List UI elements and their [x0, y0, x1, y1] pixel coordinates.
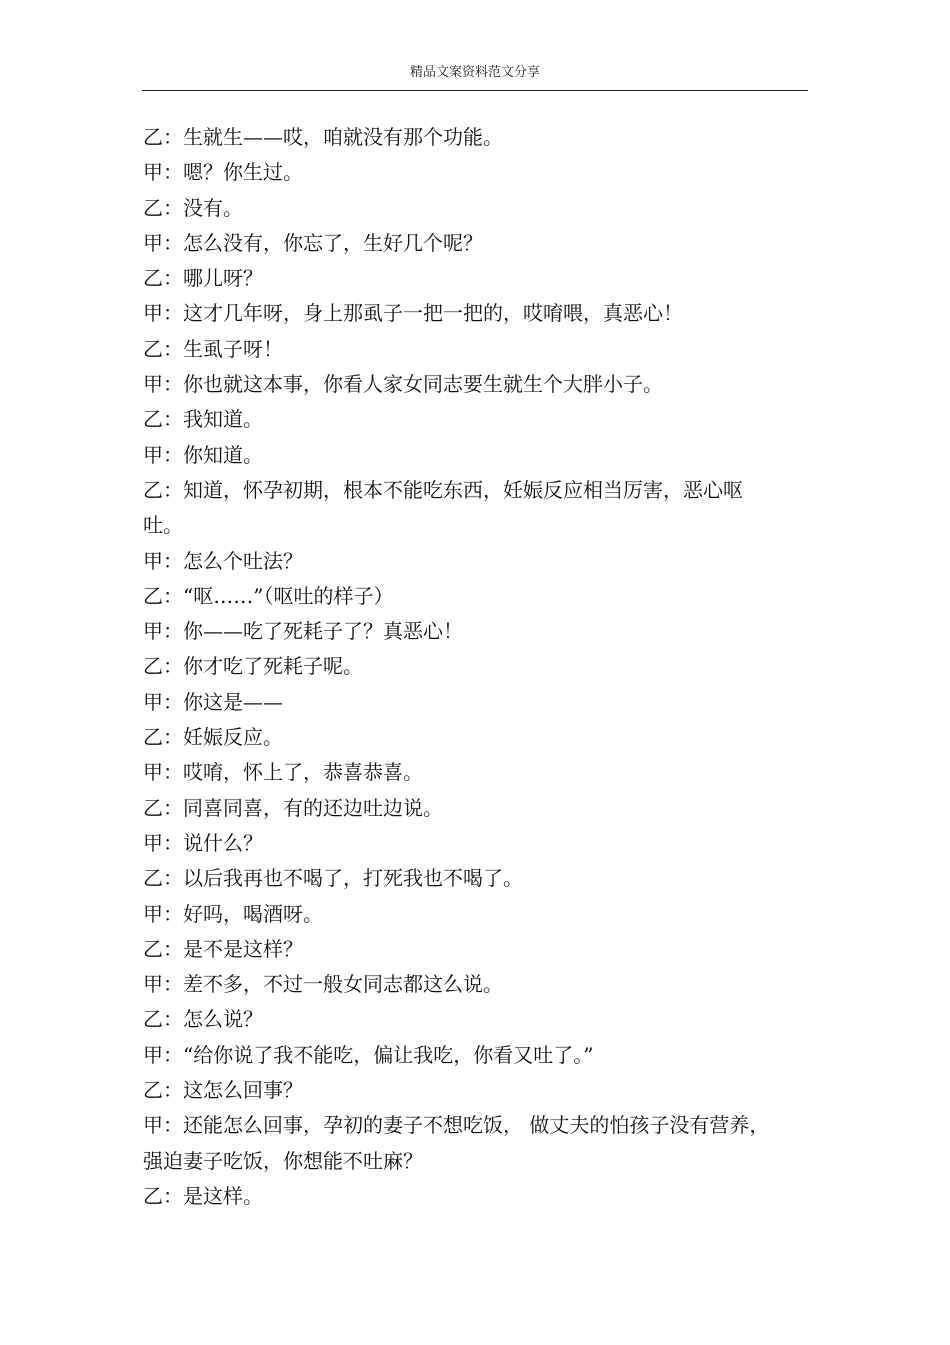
dialogue-line: 甲：哎唷，怀上了，恭喜恭喜。 [143, 760, 423, 785]
header-divider [142, 90, 808, 91]
dialogue-line: 甲：你——吃了死耗子了？真恶心！ [143, 619, 463, 644]
dialogue-line: 甲：还能怎么回事，孕初的妻子不想吃饭， 做丈夫的怕孩子没有营养， [143, 1113, 770, 1138]
dialogue-line: 乙：怎么说？ [143, 1007, 263, 1032]
dialogue-line: 甲：嗯？你生过。 [143, 160, 303, 185]
page-header-title: 精品文案资料范文分享 [409, 65, 540, 80]
dialogue-line: 乙：没有。 [143, 195, 243, 220]
dialogue-line: 乙：是这样。 [143, 1183, 263, 1208]
dialogue-line: 甲：说什么？ [143, 830, 263, 855]
dialogue-line: 强迫妻子吃饭，你想能不吐麻？ [143, 1148, 423, 1173]
dialogue-line: 甲：好吗，喝酒呀。 [143, 901, 323, 926]
dialogue-line: 甲：这才几年呀，身上那虱子一把一把的，哎唷喂，真恶心！ [143, 301, 683, 326]
dialogue-line: 甲：你也就这本事，你看人家女同志要生就生个大胖小子。 [143, 372, 663, 397]
dialogue-line: 乙：你才吃了死耗子呢。 [143, 654, 363, 679]
dialogue-line: 甲：你知道。 [143, 442, 263, 467]
dialogue-line: 甲：怎么个吐法？ [143, 548, 303, 573]
dialogue-line: 乙：“呕……”（呕吐的样子） [143, 583, 394, 608]
dialogue-line: 吐。 [143, 513, 183, 538]
dialogue-line: 乙：哪儿呀？ [143, 266, 263, 291]
dialogue-line: 甲：怎么没有，你忘了，生好几个呢？ [143, 230, 483, 255]
dialogue-line: 甲：差不多，不过一般女同志都这么说。 [143, 972, 503, 997]
dialogue-line: 甲：“给你说了我不能吃，偏让我吃，你看又吐了。” [143, 1042, 594, 1067]
dialogue-line: 乙：知道，怀孕初期，根本不能吃东西，妊娠反应相当厉害，恶心呕 [143, 477, 743, 502]
dialogue-line: 乙：生虱子呀！ [143, 336, 283, 361]
dialogue-line: 乙：是不是这样？ [143, 936, 303, 961]
dialogue-line: 乙：生就生——哎，咱就没有那个功能。 [143, 125, 503, 149]
dialogue-body [143, 120, 793, 1214]
dialogue-line: 乙：以后我再也不喝了，打死我也不喝了。 [143, 866, 523, 891]
dialogue-line: 乙：这怎么回事？ [143, 1078, 303, 1103]
dialogue-line: 乙：妊娠反应。 [143, 725, 283, 750]
dialogue-line: 甲：你这是—— [143, 689, 283, 714]
dialogue-line: 乙：我知道。 [143, 407, 263, 432]
dialogue-line: 乙：同喜同喜，有的还边吐边说。 [143, 795, 443, 820]
